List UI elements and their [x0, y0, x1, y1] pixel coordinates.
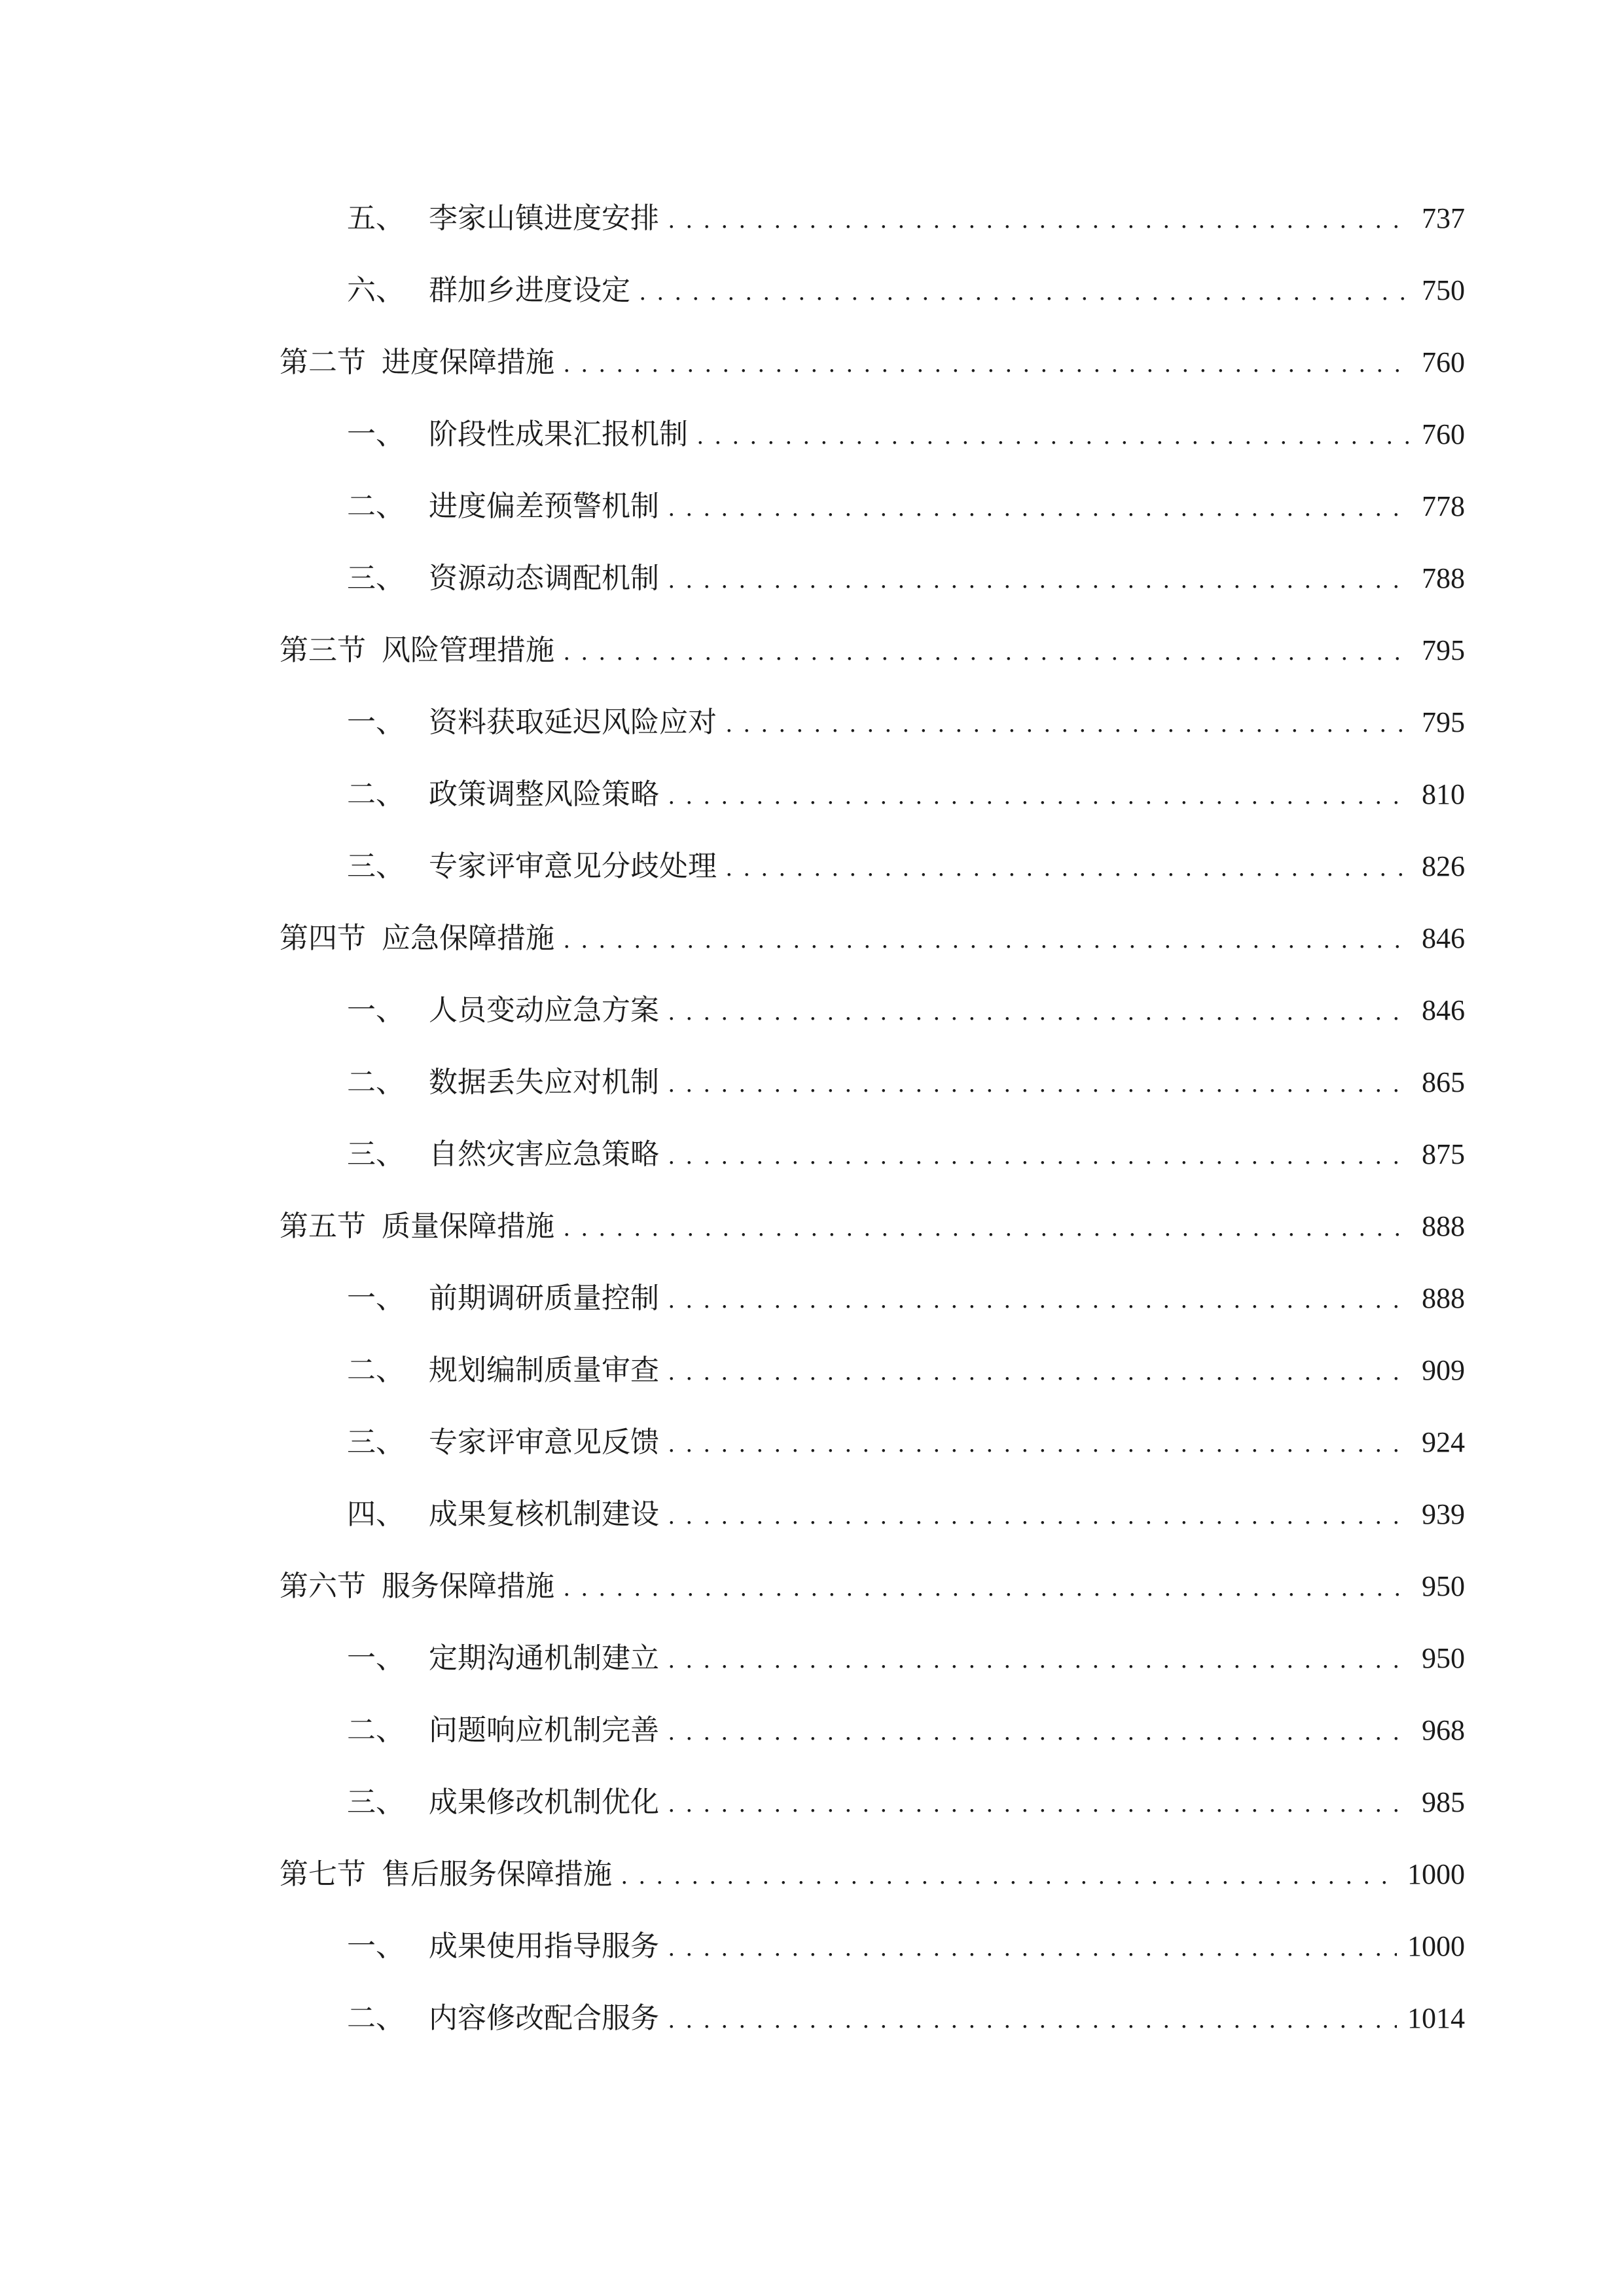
entry-title: 数据丢失应对机制: [429, 1066, 659, 1099]
entry-number: 一、: [347, 994, 405, 1027]
entry-title: 内容修改配合服务: [429, 2001, 659, 2035]
toc-entry[interactable]: [347, 1920, 1465, 1973]
entry-page-number: 950: [1422, 1642, 1465, 1674]
dot-leader: [668, 194, 1411, 246]
dot-leader: [564, 338, 1411, 390]
dot-leader: [668, 1346, 1411, 1398]
section-number: 第四节: [280, 922, 366, 955]
entry-page-number: 888: [1422, 1282, 1465, 1314]
entry-page-number: 888: [1422, 1210, 1465, 1242]
entry-number: 一、: [347, 706, 405, 739]
entry-number: 三、: [347, 1785, 405, 1819]
section-number: 第二节: [280, 346, 366, 379]
entry-title: 成果修改机制优化: [429, 1785, 659, 1819]
toc-section-entry[interactable]: [280, 912, 1465, 965]
entry-page-number: 760: [1422, 346, 1465, 378]
entry-page-number: 788: [1422, 562, 1465, 594]
dot-leader: [726, 842, 1411, 894]
dot-leader: [668, 1274, 1411, 1326]
toc-entry[interactable]: [347, 1056, 1465, 1109]
toc-entry[interactable]: [347, 1128, 1465, 1181]
entry-number: 三、: [347, 1426, 405, 1459]
dot-leader: [668, 1490, 1411, 1542]
entry-title: 李家山镇进度安排: [429, 202, 659, 235]
dot-leader: [697, 410, 1411, 462]
entry-number: 六、: [347, 274, 405, 307]
entry-title: 自然灾害应急策略: [429, 1138, 659, 1171]
toc-section-entry[interactable]: [280, 1848, 1465, 1901]
entry-number: 二、: [347, 1713, 405, 1747]
entry-page-number: 968: [1422, 1714, 1465, 1746]
entry-page-number: 810: [1422, 778, 1465, 810]
toc-entry[interactable]: [347, 408, 1465, 461]
toc-entry[interactable]: [347, 480, 1465, 533]
dot-leader: [564, 1562, 1411, 1614]
dot-leader: [668, 1418, 1411, 1470]
dot-leader: [668, 986, 1411, 1038]
entry-page-number: 846: [1422, 922, 1465, 954]
entry-page-number: 939: [1422, 1498, 1465, 1530]
section-title: 应急保障措施: [382, 922, 554, 955]
dot-leader: [640, 266, 1411, 318]
dot-leader: [668, 770, 1411, 822]
section-number: 第六节: [280, 1570, 366, 1603]
toc-entry[interactable]: [347, 1488, 1465, 1541]
dot-leader: [668, 1922, 1397, 1974]
entry-number: 一、: [347, 418, 405, 451]
entry-number: 二、: [347, 490, 405, 523]
toc-section-entry[interactable]: [280, 624, 1465, 677]
toc-section-entry[interactable]: [280, 1560, 1465, 1613]
dot-leader: [668, 1130, 1411, 1182]
section-number: 第三节: [280, 634, 366, 667]
entry-title: 人员变动应急方案: [429, 994, 659, 1027]
entry-page-number: 924: [1422, 1426, 1465, 1458]
entry-number: 四、: [347, 1498, 405, 1531]
section-title: 售后服务保障措施: [382, 1857, 612, 1891]
toc-section-entry[interactable]: [280, 336, 1465, 389]
entry-title: 问题响应机制完善: [429, 1713, 659, 1747]
entry-page-number: 1000: [1407, 1858, 1465, 1890]
entry-page-number: 950: [1422, 1570, 1465, 1602]
section-title: 服务保障措施: [382, 1570, 554, 1603]
entry-number: 五、: [347, 202, 405, 235]
toc-section-entry[interactable]: [280, 1200, 1465, 1253]
entry-page-number: 846: [1422, 994, 1465, 1026]
toc-entry[interactable]: [347, 192, 1465, 245]
section-title: 质量保障措施: [382, 1210, 554, 1243]
entry-title: 阶段性成果汇报机制: [429, 418, 688, 451]
entry-page-number: 865: [1422, 1066, 1465, 1098]
dot-leader: [668, 482, 1411, 534]
entry-title: 定期沟通机制建立: [429, 1641, 659, 1675]
entry-title: 群加乡进度设定: [429, 274, 630, 307]
dot-leader: [668, 1778, 1411, 1830]
entry-page-number: 750: [1422, 274, 1465, 306]
dot-leader: [668, 1706, 1411, 1758]
toc-entry[interactable]: [347, 1632, 1465, 1685]
toc-entry[interactable]: [347, 768, 1465, 821]
dot-leader: [564, 1202, 1411, 1254]
entry-title: 成果使用指导服务: [429, 1929, 659, 1963]
entry-title: 规划编制质量审查: [429, 1354, 659, 1387]
entry-title: 前期调研质量控制: [429, 1282, 659, 1315]
entry-number: 二、: [347, 778, 405, 811]
dot-leader: [668, 554, 1411, 606]
entry-title: 专家评审意见反馈: [429, 1426, 659, 1459]
entry-page-number: 778: [1422, 490, 1465, 522]
dot-leader: [668, 1058, 1411, 1110]
entry-number: 一、: [347, 1282, 405, 1315]
entry-page-number: 909: [1422, 1354, 1465, 1386]
entry-number: 一、: [347, 1929, 405, 1963]
section-number: 第五节: [280, 1210, 366, 1243]
section-number: 第七节: [280, 1857, 366, 1891]
toc-entry[interactable]: [347, 1776, 1465, 1829]
toc-entry[interactable]: [347, 1992, 1465, 2045]
entry-title: 进度偏差预警机制: [429, 490, 659, 523]
section-title: 进度保障措施: [382, 346, 554, 379]
entry-title: 专家评审意见分歧处理: [429, 850, 717, 883]
toc-entry[interactable]: [347, 1416, 1465, 1469]
entry-page-number: 737: [1422, 202, 1465, 234]
dot-leader: [564, 914, 1411, 966]
entry-title: 政策调整风险策略: [429, 778, 659, 811]
entry-number: 二、: [347, 1066, 405, 1099]
toc-entry[interactable]: [347, 1272, 1465, 1325]
toc-entry[interactable]: [347, 1344, 1465, 1397]
entry-title: 资料获取延迟风险应对: [429, 706, 717, 739]
entry-page-number: 795: [1422, 706, 1465, 738]
toc-entry[interactable]: [347, 1704, 1465, 1757]
dot-leader: [564, 626, 1411, 678]
dot-leader: [621, 1850, 1397, 1902]
toc-entry[interactable]: [347, 264, 1465, 317]
toc-entry[interactable]: [347, 696, 1465, 749]
section-title: 风险管理措施: [382, 634, 554, 667]
dot-leader: [668, 1634, 1411, 1686]
toc-entry[interactable]: [347, 552, 1465, 605]
entry-number: 二、: [347, 1354, 405, 1387]
entry-page-number: 826: [1422, 850, 1465, 882]
entry-page-number: 760: [1422, 418, 1465, 450]
entry-number: 三、: [347, 1138, 405, 1171]
entry-page-number: 1014: [1407, 2002, 1465, 2034]
entry-number: 二、: [347, 2001, 405, 2035]
entry-number: 一、: [347, 1641, 405, 1675]
toc-entry[interactable]: [347, 984, 1465, 1037]
dot-leader: [668, 1994, 1397, 2046]
dot-leader: [726, 698, 1411, 750]
entry-page-number: 875: [1422, 1138, 1465, 1170]
entry-page-number: 795: [1422, 634, 1465, 666]
entry-page-number: 985: [1422, 1786, 1465, 1818]
entry-number: 三、: [347, 850, 405, 883]
toc-entry[interactable]: [347, 840, 1465, 893]
entry-title: 资源动态调配机制: [429, 562, 659, 595]
entry-number: 三、: [347, 562, 405, 595]
entry-title: 成果复核机制建设: [429, 1498, 659, 1531]
entry-page-number: 1000: [1407, 1930, 1465, 1962]
